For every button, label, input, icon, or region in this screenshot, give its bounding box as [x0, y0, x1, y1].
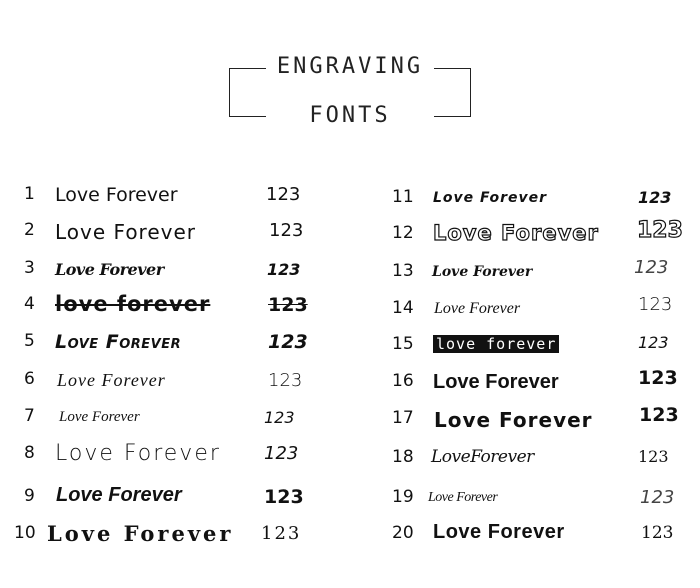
font-number: 14	[392, 298, 414, 318]
font-sample: Love Forever	[434, 300, 521, 317]
font-number: 6	[24, 369, 35, 389]
font-sample: Love Forever	[57, 370, 166, 390]
font-sample: Love Forever	[432, 264, 533, 280]
font-sample: Love Forever	[47, 521, 234, 546]
font-sample: Love Forever	[59, 409, 140, 425]
font-number: 10	[14, 523, 36, 543]
font-digits: 123	[639, 404, 679, 426]
font-sample: Love Forever	[433, 221, 599, 245]
font-digits: 123	[264, 408, 295, 427]
font-digits: 123	[640, 487, 675, 508]
font-number: 16	[392, 371, 414, 391]
font-number: 11	[392, 187, 414, 207]
font-digits: 123	[268, 370, 303, 391]
font-sample: LoveForever	[431, 447, 534, 467]
font-digits: 123	[638, 367, 678, 389]
title-bracket-left	[229, 68, 266, 117]
font-number: 2	[24, 220, 35, 240]
font-sample: love forever	[55, 292, 211, 316]
font-digits: 123	[638, 188, 672, 207]
font-number: 7	[24, 406, 35, 426]
font-number: 1	[24, 184, 35, 204]
font-number: 17	[392, 408, 414, 428]
font-digits: 123	[638, 447, 669, 466]
font-digits: 123	[269, 220, 304, 241]
font-sample: Love Forever	[55, 260, 164, 279]
font-number: 12	[392, 223, 414, 243]
font-digits: 123	[266, 184, 301, 205]
font-digits: 123	[638, 294, 673, 315]
font-digits: 123	[264, 486, 304, 508]
font-number: 13	[392, 261, 414, 281]
title-line-2: FONTS	[290, 103, 410, 128]
font-sample: Love Forever	[55, 441, 221, 466]
font-number: 9	[24, 486, 35, 506]
font-number: 19	[392, 487, 414, 507]
font-number: 4	[24, 294, 35, 314]
font-number: 5	[24, 331, 35, 351]
title-bracket-right	[434, 68, 471, 117]
title-frame	[229, 54, 471, 128]
font-sample: Love Forever	[56, 484, 182, 506]
font-sample: Love Forever	[55, 184, 178, 206]
font-sample: Love Forever	[433, 190, 548, 206]
font-sample: Love Forever	[55, 220, 197, 244]
font-digits: 123	[268, 294, 308, 316]
font-digits: 123	[634, 257, 669, 278]
font-number: 8	[24, 443, 35, 463]
font-number: 15	[392, 334, 414, 354]
font-digits: 123	[264, 443, 299, 464]
title-line-1: ENGRAVING	[270, 54, 430, 79]
font-sample: Love Forever	[428, 490, 498, 505]
font-sample: Love Forever	[433, 371, 559, 393]
font-sample: Love Forever	[434, 408, 593, 432]
font-digits: 123	[637, 218, 683, 243]
font-digits: 123	[267, 260, 301, 279]
font-number: 3	[24, 258, 35, 278]
font-number: 18	[392, 447, 414, 467]
font-digits: 123	[268, 331, 308, 353]
font-sample: Love Forever	[55, 331, 182, 353]
font-number: 20	[392, 523, 414, 543]
font-sample: love forever	[433, 335, 559, 353]
font-digits: 123	[641, 523, 674, 543]
font-digits: 123	[261, 523, 302, 544]
font-sample: Love Forever	[433, 521, 565, 543]
font-digits: 123	[638, 333, 669, 352]
